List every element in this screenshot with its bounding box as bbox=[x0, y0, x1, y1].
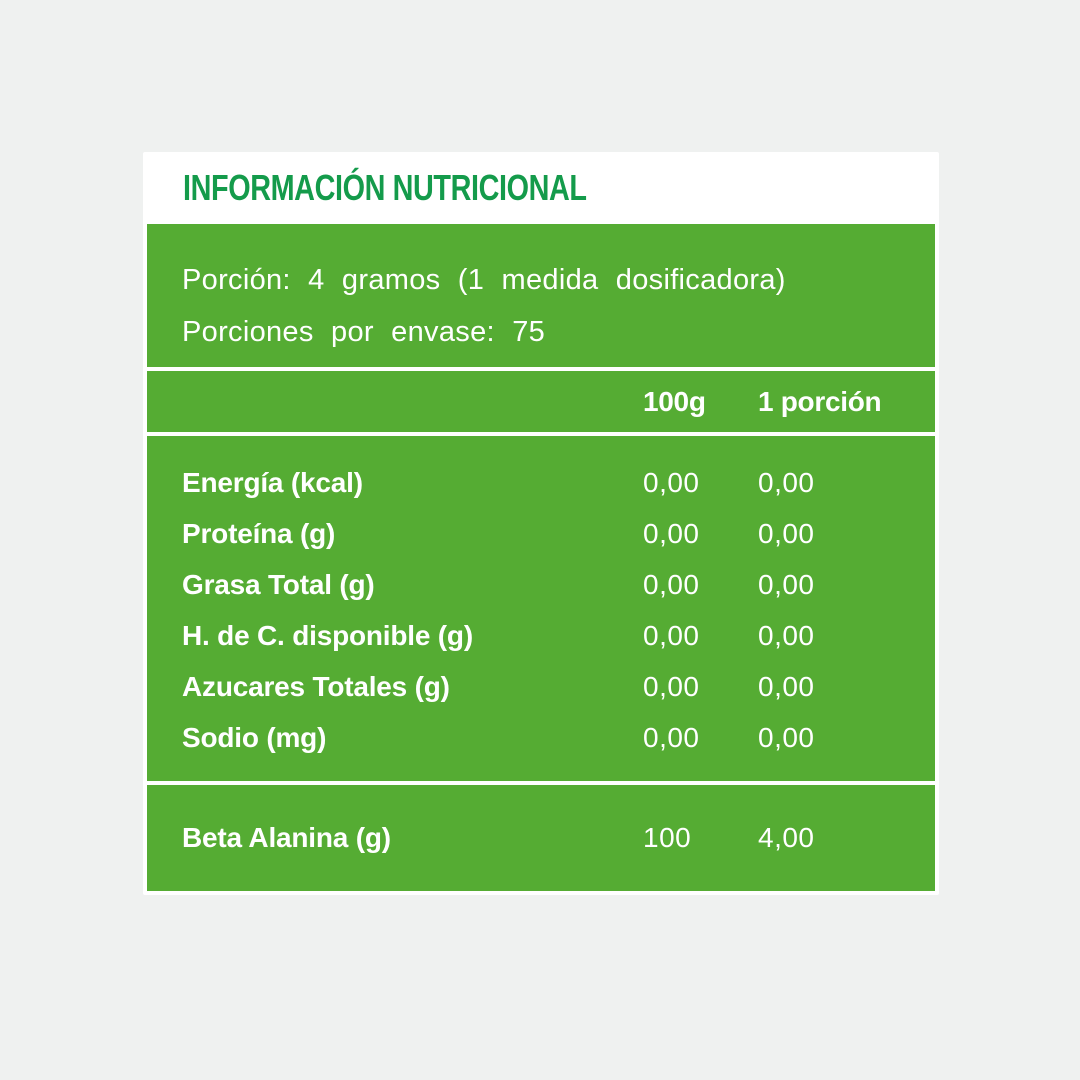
value-per-100g: 100 bbox=[643, 822, 692, 853]
table-row bbox=[147, 611, 935, 662]
nutrition-title: INFORMACIÓN NUTRICIONAL bbox=[183, 167, 587, 208]
nutrient-label: H. de C. disponible (g) bbox=[182, 620, 473, 651]
value-per-porcion: 0,00 bbox=[758, 467, 815, 498]
value-per-100g: 0,00 bbox=[643, 467, 700, 498]
value-per-porcion: 0,00 bbox=[758, 518, 815, 549]
table-row-beta-alanina bbox=[147, 785, 935, 891]
value-per-porcion: 0,00 bbox=[758, 671, 815, 702]
card-header bbox=[147, 152, 935, 224]
serving-size-line: Porción: 4 gramos (1 medida dosificadora) bbox=[182, 264, 786, 296]
value-per-100g: 0,00 bbox=[643, 569, 700, 600]
value-per-porcion: 0,00 bbox=[758, 620, 815, 651]
table-row bbox=[147, 458, 935, 509]
value-per-porcion: 0,00 bbox=[758, 722, 815, 753]
value-per-100g: 0,00 bbox=[643, 518, 700, 549]
nutrient-label: Beta Alanina (g) bbox=[182, 822, 391, 853]
serving-info-block bbox=[147, 224, 935, 367]
column-header-row bbox=[147, 371, 935, 432]
nutrient-label: Grasa Total (g) bbox=[182, 569, 375, 600]
value-per-100g: 0,00 bbox=[643, 671, 700, 702]
table-row bbox=[147, 713, 935, 764]
servings-per-container-line: Porciones por envase: 75 bbox=[182, 316, 546, 348]
table-row bbox=[147, 509, 935, 560]
column-header-porcion: 1 porción bbox=[758, 385, 882, 417]
nutrient-label: Azucares Totales (g) bbox=[182, 671, 450, 702]
value-per-porcion: 0,00 bbox=[758, 569, 815, 600]
value-per-porcion: 4,00 bbox=[758, 822, 815, 853]
nutrient-rows-block bbox=[147, 436, 935, 781]
nutrition-panel bbox=[147, 224, 935, 891]
nutrition-facts-card bbox=[143, 152, 939, 895]
table-row bbox=[147, 662, 935, 713]
value-per-100g: 0,00 bbox=[643, 722, 700, 753]
nutrient-label: Energía (kcal) bbox=[182, 467, 363, 498]
table-row bbox=[147, 560, 935, 611]
nutrient-label: Proteína (g) bbox=[182, 518, 336, 549]
highlight-row-block bbox=[147, 785, 935, 891]
column-header-100g: 100g bbox=[643, 385, 706, 417]
value-per-100g: 0,00 bbox=[643, 620, 700, 651]
nutrient-label: Sodio (mg) bbox=[182, 722, 327, 753]
